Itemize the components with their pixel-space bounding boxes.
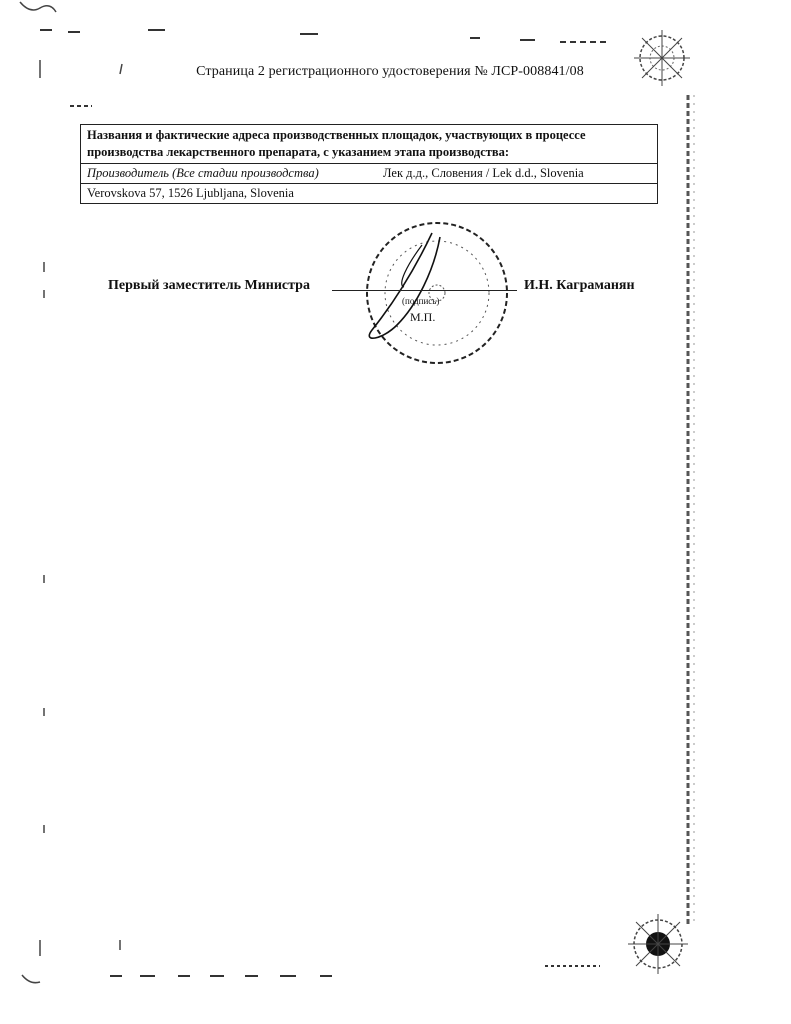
signature-caption: (подпись) — [402, 296, 440, 306]
signer-title: Первый заместитель Министра — [108, 278, 310, 293]
stamp-caption: М.П. — [410, 310, 436, 324]
producer-address: Verovskova 57, 1526 Ljubljana, Slovenia — [81, 184, 658, 204]
official-stamp — [352, 215, 522, 375]
signature-line — [332, 290, 517, 291]
signer-name: И.Н. Каграманян — [524, 278, 635, 293]
ornament-bottom-right — [628, 914, 688, 974]
producer-name: Лек д.д., Словения / Lek d.d., Slovenia — [377, 164, 658, 184]
signature-block — [0, 0, 791, 400]
page-header: Страница 2 регистрационного удостоверения № ЛСР-008841/08 — [196, 64, 584, 79]
producer-role: Производитель (Все стадии производства) — [81, 164, 378, 184]
bottom-dash-line — [110, 966, 600, 976]
table-heading: Названия и фактические адреса производственных площадок, участвующих в процессе производства лекарственного препарата, с указанием этапа производства: — [81, 125, 658, 164]
